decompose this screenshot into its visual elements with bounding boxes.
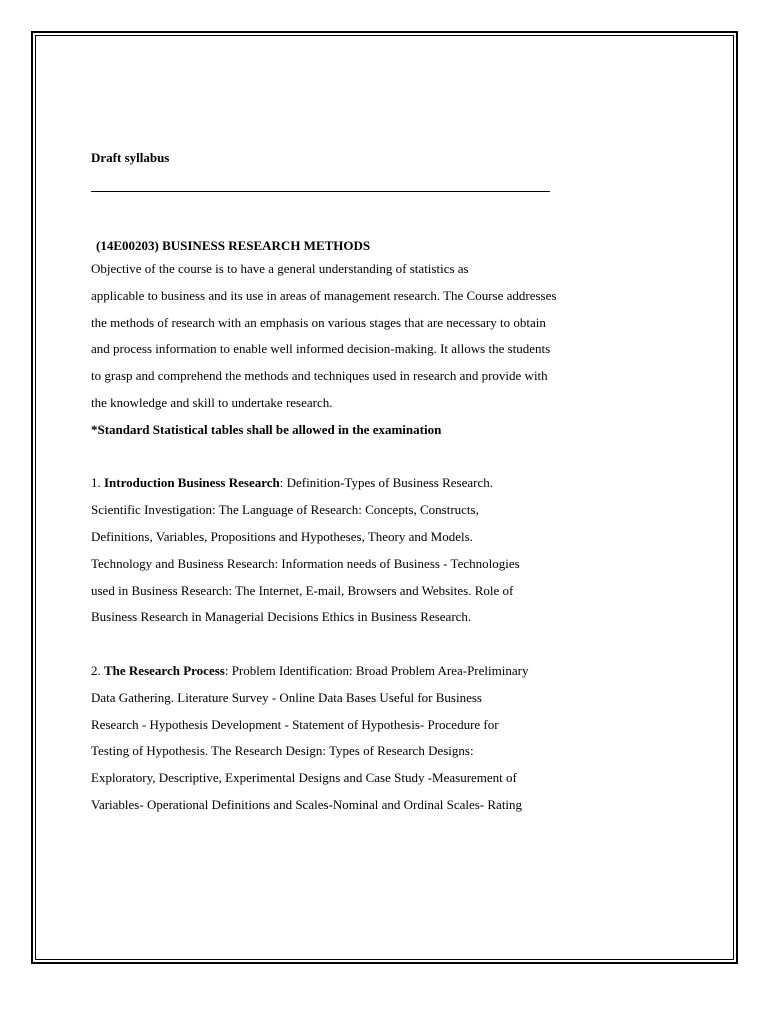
objective-line: the methods of research with an emphasis on various stages that are necessary to obtain <box>91 314 546 330</box>
objective-line: to grasp and comprehend the methods and techniques used in research and provide with <box>91 368 548 384</box>
section-line: Technology and Business Research: Information needs of Business - Technologies <box>91 555 520 571</box>
section-research-process <box>91 658 651 819</box>
course-title <box>91 236 651 256</box>
section-line: Business Research in Managerial Decisions Ethics in Business Research. <box>91 609 472 625</box>
section-line: Exploratory, Descriptive, Experimental Designs and Case Study -Measurement of <box>91 770 517 786</box>
section-line: Testing of Hypothesis. The Research Design: Types of Research Designs: <box>91 743 474 759</box>
section-number: 2. <box>91 662 104 678</box>
heading-underline <box>91 191 550 192</box>
section-line: Research - Hypothesis Development - Statement of Hypothesis- Procedure for <box>91 716 499 732</box>
section-first-line <box>91 470 651 497</box>
exam-note: *Standard Statistical tables shall be allowed in the examination <box>91 421 442 437</box>
section-line: Definitions, Variables, Propositions and Hypotheses, Theory and Models. <box>91 528 473 544</box>
document-heading: Draft syllabus <box>91 150 170 165</box>
section-introduction <box>91 470 651 631</box>
section-first-line-text: : Problem Identification: Broad Problem Area-Preliminary <box>224 662 529 678</box>
objective-line: and process information to enable well informed decision-making. It allows the students <box>91 341 551 357</box>
section-title: Introduction Business Research <box>104 475 280 491</box>
section-first-line-text: : Definition-Types of Business Research. <box>279 475 493 491</box>
section-line: Variables- Operational Definitions and Scales-Nominal and Ordinal Scales- Rating <box>91 796 523 812</box>
section-title: The Research Process <box>104 662 225 678</box>
section-first-line <box>91 658 651 685</box>
section-line: used in Business Research: The Internet, E-mail, Browsers and Websites. Role of <box>91 582 514 598</box>
section-line: Data Gathering. Literature Survey - Online Data Bases Useful for Business <box>91 689 482 705</box>
objective-line: Objective of the course is to have a general understanding of statistics as <box>91 261 469 276</box>
course-objective <box>91 256 651 444</box>
objective-line: the knowledge and skill to undertake research. <box>91 394 333 410</box>
objective-line: applicable to business and its use in areas of management research. The Course addresses <box>91 287 557 303</box>
section-line: Scientific Investigation: The Language of Research: Concepts, Constructs, <box>91 502 479 518</box>
section-number: 1. <box>91 475 104 491</box>
document-body <box>91 147 651 819</box>
course-code-title: (14E00203) BUSINESS RESEARCH METHODS <box>96 238 371 253</box>
